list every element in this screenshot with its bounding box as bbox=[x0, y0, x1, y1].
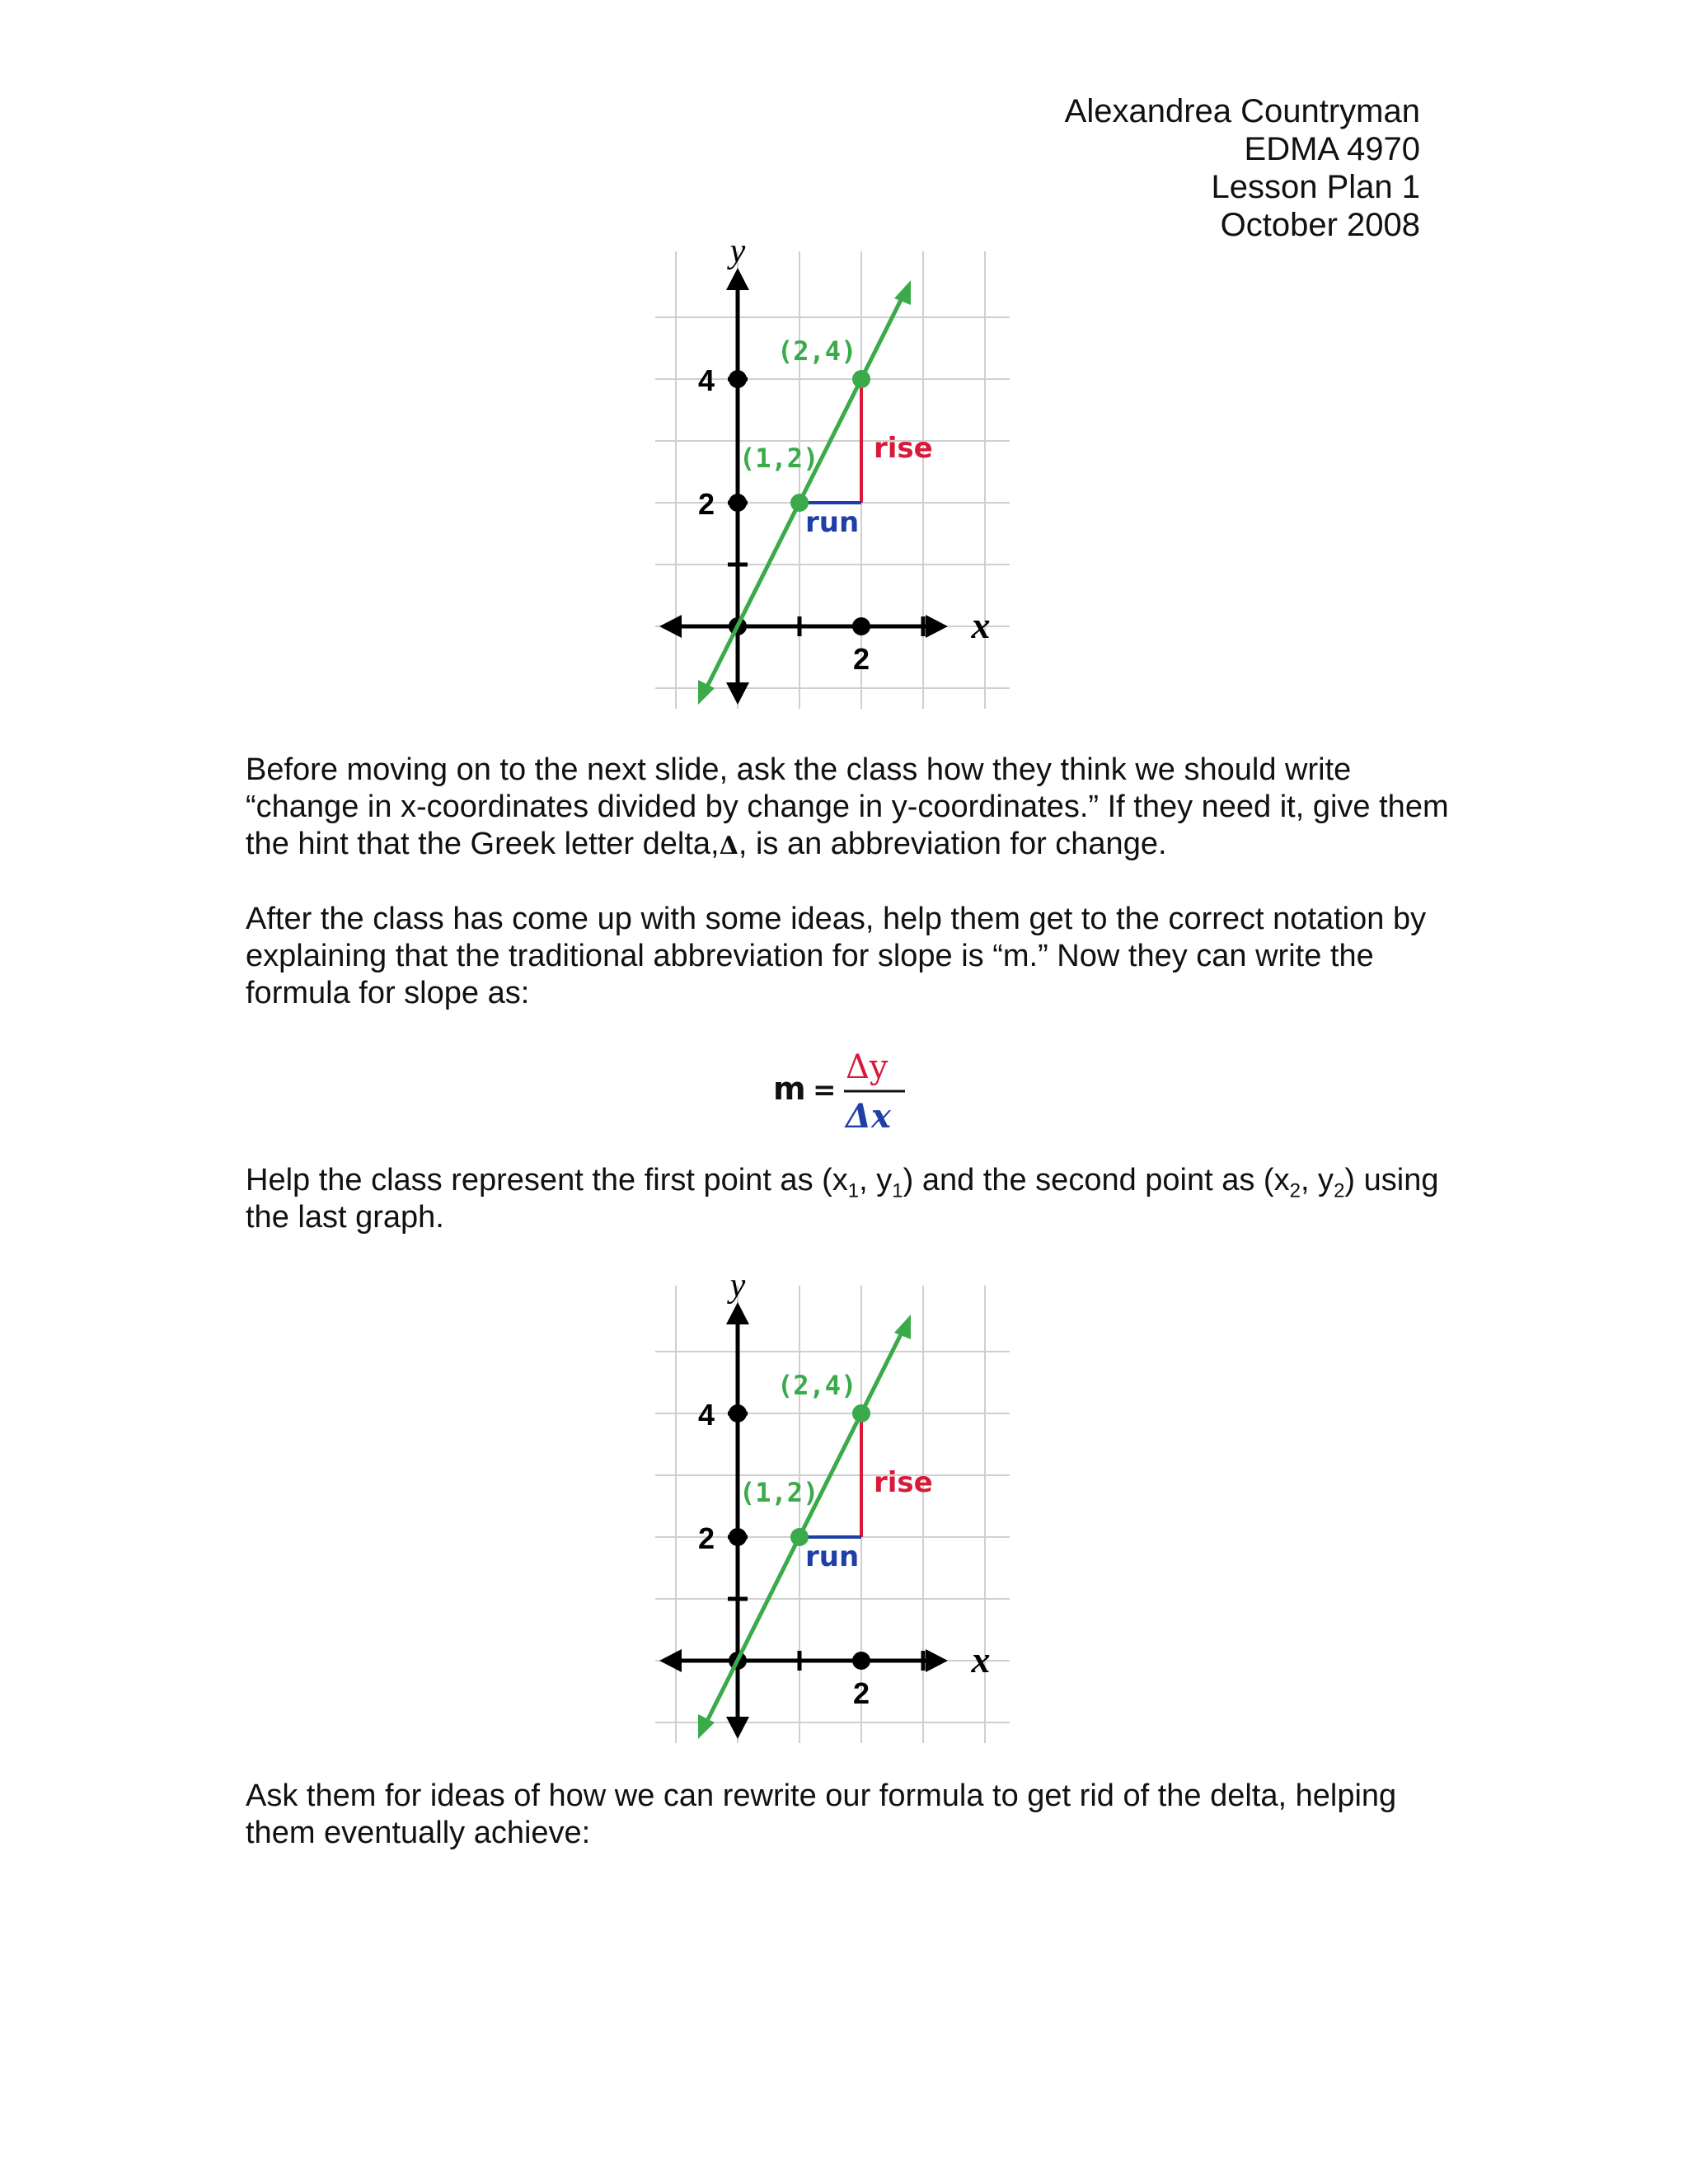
course-code: EDMA 4970 bbox=[1244, 131, 1420, 167]
graph-grid bbox=[655, 1286, 1010, 1743]
y-tick-4: 4 bbox=[697, 1398, 715, 1432]
slope-graph-1 bbox=[655, 239, 1018, 721]
rise-label: rise bbox=[874, 1466, 933, 1499]
slope-formula bbox=[767, 1045, 931, 1136]
run-label: run bbox=[805, 1540, 860, 1573]
line-arrow-up bbox=[894, 1315, 911, 1339]
y-axis-label: y bbox=[729, 239, 746, 270]
point-2-4 bbox=[852, 370, 870, 388]
paragraph-delta-hint: Before moving on to the next slide, ask the class how they think we should write “change in x-coordinates divided by change in y-coordinates.” If they need it, give them the hint that the Greek letter delta,Δ, is an abbreviation for change. bbox=[246, 752, 1449, 861]
formula-numerator: Δy bbox=[846, 1048, 889, 1086]
y-tick-4: 4 bbox=[697, 363, 715, 397]
x-tick-2: 2 bbox=[852, 1676, 870, 1710]
y-tick-2: 2 bbox=[697, 487, 715, 521]
paragraph-slope-notation: After the class has come up with some ideas, help them get to the correct notation by explaining that the traditional abbreviation for slope is “m.” Now they can write the formula for slope as: bbox=[246, 902, 1427, 1010]
point-label-2-4: (2,4) bbox=[777, 335, 857, 367]
paragraph-rewrite-formula: Ask them for ideas of how we can rewrite our formula to get rid of the delta, helping them eventually achieve: bbox=[246, 1779, 1397, 1850]
run-label: run bbox=[805, 506, 860, 539]
axis-arrowheads bbox=[659, 1302, 948, 1739]
x-axis-label: x bbox=[971, 1638, 991, 1680]
delta-symbol: Δ bbox=[719, 832, 738, 860]
line-arrow-up bbox=[894, 280, 911, 305]
formula-equals: = bbox=[813, 1074, 837, 1107]
axis-arrowheads bbox=[659, 268, 948, 705]
point-label-2-4: (2,4) bbox=[777, 1370, 857, 1401]
x-tick-2: 2 bbox=[852, 642, 870, 676]
lesson-title: Lesson Plan 1 bbox=[1211, 169, 1420, 205]
point-label-1-2: (1,2) bbox=[739, 443, 819, 474]
lesson-date: October 2008 bbox=[1220, 207, 1420, 243]
document-header bbox=[1065, 92, 1420, 244]
y-tick-2: 2 bbox=[697, 1521, 715, 1555]
formula-m: m bbox=[773, 1071, 806, 1107]
author-name: Alexandrea Countryman bbox=[1064, 93, 1420, 129]
slope-graph-2 bbox=[655, 1273, 1018, 1755]
rise-label: rise bbox=[874, 432, 933, 465]
paragraph-represent-points: Help the class represent the first point as ($x_1$, $y_1$) and the second point as ($x_2$, $y_2$) using the last graph. bbox=[246, 1163, 1439, 1235]
point-2-4 bbox=[852, 1404, 870, 1422]
x-axis-label: x bbox=[971, 604, 991, 646]
graph-grid bbox=[655, 251, 1010, 709]
point-label-1-2: (1,2) bbox=[739, 1477, 819, 1508]
y-axis-label: y bbox=[729, 1273, 746, 1305]
formula-denominator: Δx bbox=[846, 1097, 891, 1136]
